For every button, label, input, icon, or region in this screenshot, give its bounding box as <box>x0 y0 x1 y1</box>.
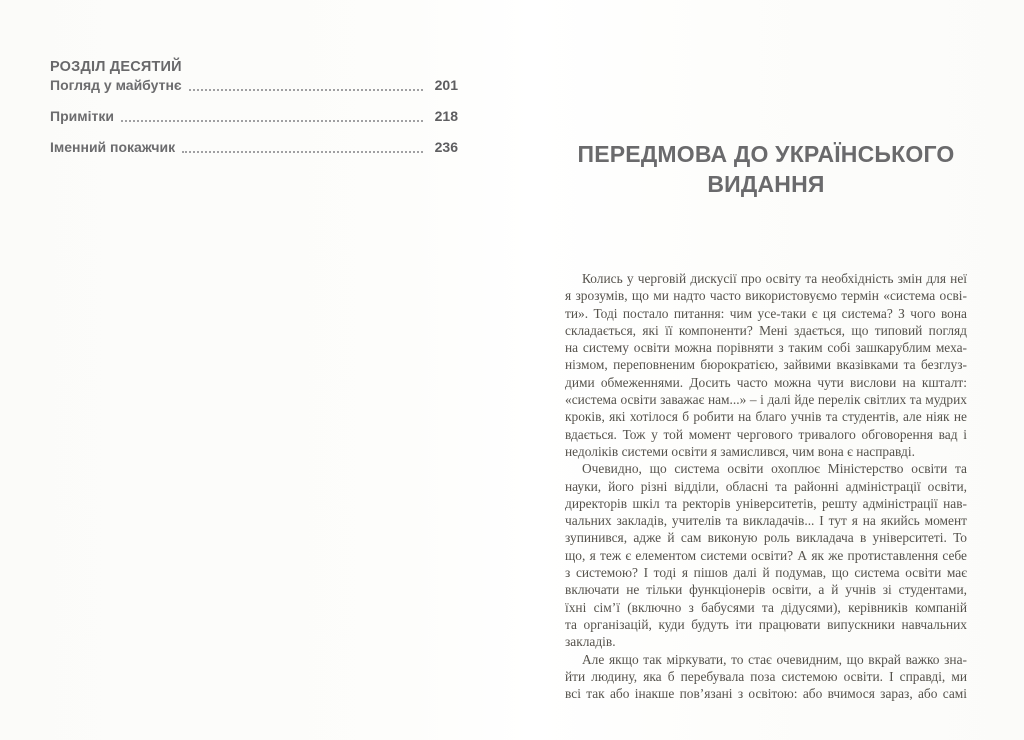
dot-leader <box>189 88 423 91</box>
body-line: з системою? І тоді я пішов далі й подумав, що система освіти має <box>565 565 967 581</box>
toc-page-number: 201 <box>434 77 458 93</box>
table-of-contents <box>50 58 458 156</box>
body-line: я зрозумів, що ми надто часто використовуємо термін «система осві- <box>565 288 967 304</box>
body-line: вдається. Тож у той момент чергового тривалого обговорення вад і <box>565 426 967 442</box>
chapter-body <box>565 270 967 702</box>
body-line: чальних закладів, учителів та викладачів... І тут я на якийсь момент <box>565 513 967 529</box>
body-line: «система освіти заважає нам...» – і далі йде перелік світлих та мудрих <box>565 392 967 408</box>
body-line: дими обмеженнями. Досить часто можна чути вислови на кшталт: <box>565 374 967 390</box>
toc-entry <box>50 76 458 94</box>
toc-entry <box>50 138 458 156</box>
toc-entry <box>50 107 458 125</box>
chapter-title-line-2: ВИДАННЯ <box>707 171 825 197</box>
body-line: йти людину, яка б перебувала поза системою освіти. І справді, ми <box>565 668 967 684</box>
body-line: що, я теж є елементом системи освіти? А як же протиставлення себе <box>565 547 967 563</box>
body-line: їхні сім’ї (включно з бабусями та дідусями), керівників компаній <box>565 599 967 615</box>
chapter-title <box>565 139 967 199</box>
body-line: Очевидно, що система освіти охоплює Міністерство освіти та <box>582 461 967 477</box>
body-line: складається, які її компоненти? Мені здається, що типовий погляд <box>565 322 967 338</box>
body-line: на систему освіти можна порівняти з таким собі зашкарублим меха- <box>565 340 967 356</box>
body-line: включати не тільки функціонерів освіти, а й учнів зі студентами, <box>565 582 967 598</box>
toc-entry-label: Примітки <box>50 108 114 124</box>
toc-entry-label: Погляд у майбутнє <box>50 77 182 93</box>
toc-entry-label: Іменний покажчик <box>50 139 176 155</box>
body-line: науки, його різні відділи, обласні та районні адміністрації освіти, <box>565 478 967 494</box>
body-line: ти». Тоді постало питання: чим усе-таки є ця система? З чого вона <box>565 305 967 321</box>
body-line: кроків, які хотілося б робити на благо учнів та студентів, але ніяк не <box>565 409 967 425</box>
chapter-title-line-1: ПЕРЕДМОВА ДО УКРАЇНСЬКОГО <box>577 141 955 167</box>
body-line: Колись у черговій дискусії про освіту та необхідність змін для неї <box>582 271 967 286</box>
toc-page-number: 236 <box>434 139 458 155</box>
dot-leader <box>121 119 423 122</box>
body-line: закладів. <box>565 634 616 650</box>
body-line: зупинився, адже й сам виконую роль викладача в університеті. То <box>565 530 967 546</box>
body-line: Але якщо так міркувати, то стає очевидним, що вкрай важко зна- <box>582 651 967 667</box>
dot-leader <box>182 150 423 153</box>
body-line: всі так або інакше пов’язані з освітою: або вчимося зараз, або самі <box>565 686 967 702</box>
toc-page-number: 218 <box>434 108 458 124</box>
toc-section-heading: РОЗДІЛ ДЕСЯТИЙ <box>50 59 182 75</box>
body-line: нізмом, переповненим бюрократією, зайвими вказівками та безглуз- <box>565 357 967 373</box>
body-line: директорів шкіл та ректорів університетів, решту адміністрації нав- <box>565 495 967 511</box>
body-line: та організацій, куди будуть іти працювати випускники навчальних <box>565 616 967 632</box>
body-line: недоліків системи освіти я замислився, чим вона є насправді. <box>565 443 915 459</box>
